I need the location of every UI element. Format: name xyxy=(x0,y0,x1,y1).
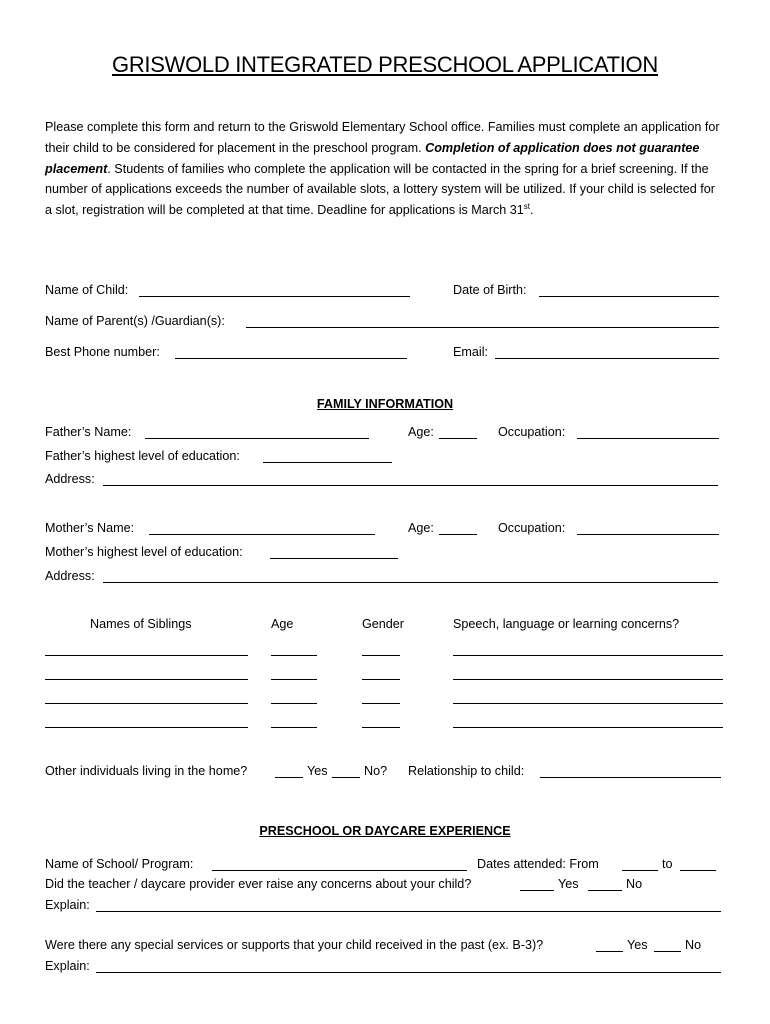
teacher-concerns-yes-field[interactable] xyxy=(520,890,554,891)
teacher-concerns-no-field[interactable] xyxy=(588,890,622,891)
mother-age-label: Age: xyxy=(408,521,434,535)
sibling-name-field[interactable] xyxy=(45,703,248,704)
intro-paragraph xyxy=(45,117,725,221)
mother-occupation-label: Occupation: xyxy=(498,521,566,535)
other-individuals-yes-label: Yes xyxy=(307,764,328,778)
intro-text-3: . xyxy=(530,203,534,218)
sibling-name-field[interactable] xyxy=(45,727,248,728)
other-individuals-no-field[interactable] xyxy=(332,777,360,778)
email-label: Email: xyxy=(453,345,488,359)
phone-label: Best Phone number: xyxy=(45,345,160,359)
dates-to-field[interactable] xyxy=(680,870,716,871)
relationship-label: Relationship to child: xyxy=(408,764,525,778)
dob-field[interactable] xyxy=(539,296,719,297)
father-age-field[interactable] xyxy=(439,438,477,439)
mother-education-field[interactable] xyxy=(270,558,398,559)
sibling-concerns-field[interactable] xyxy=(453,727,723,728)
siblings-age-header: Age xyxy=(271,617,294,631)
services-explain-label: Explain: xyxy=(45,959,90,973)
intro-text-1: Please complete this form and return to the Griswold Elementary School office. Families must complete an application for their child to be considered for placement in the preschool program. xyxy=(45,120,720,155)
special-services-no-label: No xyxy=(685,938,702,952)
mother-age-field[interactable] xyxy=(439,534,477,535)
preschool-heading: PRESCHOOL OR DAYCARE EXPERIENCE xyxy=(259,824,511,838)
sibling-age-field[interactable] xyxy=(271,727,317,728)
teacher-concerns-label: Did the teacher / daycare provider ever raise any concerns about your child? xyxy=(45,877,472,891)
father-address-label: Address: xyxy=(45,472,95,486)
intro-emphasis: Completion of application does not guarantee placement xyxy=(45,140,700,176)
special-services-label: Were there any special services or supports that your child received in the past (ex. B-3)? xyxy=(45,938,544,952)
special-services-yes-field[interactable] xyxy=(596,951,623,952)
other-individuals-yes-field[interactable] xyxy=(275,777,303,778)
teacher-concerns-no-label: No xyxy=(626,877,643,891)
mother-address-label: Address: xyxy=(45,569,95,583)
sibling-concerns-field[interactable] xyxy=(453,679,723,680)
sibling-gender-field[interactable] xyxy=(362,655,400,656)
child-name-label: Name of Child: xyxy=(45,283,129,297)
sibling-age-field[interactable] xyxy=(271,703,317,704)
siblings-names-header: Names of Siblings xyxy=(90,617,192,631)
sibling-name-field[interactable] xyxy=(45,679,248,680)
father-occupation-label: Occupation: xyxy=(498,425,566,439)
teacher-concerns-yes-label: Yes xyxy=(558,877,579,891)
page-title: GRISWOLD INTEGRATED PRESCHOOL APPLICATION xyxy=(112,52,658,77)
mother-name-label: Mother’s Name: xyxy=(45,521,135,535)
sibling-gender-field[interactable] xyxy=(362,679,400,680)
father-occupation-field[interactable] xyxy=(577,438,719,439)
mother-occupation-field[interactable] xyxy=(577,534,719,535)
siblings-gender-header: Gender xyxy=(362,617,405,631)
father-education-field[interactable] xyxy=(263,462,392,463)
sibling-age-field[interactable] xyxy=(271,655,317,656)
father-age-label: Age: xyxy=(408,425,434,439)
other-individuals-label: Other individuals living in the home? xyxy=(45,764,248,778)
father-name-field[interactable] xyxy=(145,438,369,439)
father-name-label: Father’s Name: xyxy=(45,425,132,439)
dates-to-label: to xyxy=(662,857,673,871)
services-explain-field[interactable] xyxy=(96,972,721,973)
mother-education-label: Mother’s highest level of education: xyxy=(45,545,243,559)
sibling-age-field[interactable] xyxy=(271,679,317,680)
sibling-gender-field[interactable] xyxy=(362,703,400,704)
dates-attended-label: Dates attended: From xyxy=(477,857,599,871)
dates-from-field[interactable] xyxy=(622,870,658,871)
father-education-label: Father’s highest level of education: xyxy=(45,449,240,463)
school-name-label: Name of School/ Program: xyxy=(45,857,194,871)
mother-name-field[interactable] xyxy=(149,534,375,535)
school-name-field[interactable] xyxy=(212,870,467,871)
father-address-field[interactable] xyxy=(103,485,718,486)
sibling-concerns-field[interactable] xyxy=(453,703,723,704)
relationship-field[interactable] xyxy=(540,777,721,778)
parents-field[interactable] xyxy=(246,327,719,328)
family-info-heading: FAMILY INFORMATION xyxy=(316,397,454,411)
email-field[interactable] xyxy=(495,358,719,359)
sibling-concerns-field[interactable] xyxy=(453,655,723,656)
concerns-explain-label: Explain: xyxy=(45,898,90,912)
siblings-concerns-header: Speech, language or learning concerns? xyxy=(453,617,680,631)
parents-label: Name of Parent(s) /Guardian(s): xyxy=(45,314,225,328)
other-individuals-no-label: No? xyxy=(364,764,388,778)
concerns-explain-field[interactable] xyxy=(96,911,721,912)
special-services-no-field[interactable] xyxy=(654,951,681,952)
child-name-field[interactable] xyxy=(139,296,410,297)
phone-field[interactable] xyxy=(175,358,407,359)
intro-text-2: . Students of families who complete the application will be contacted in the spring for a brief screening. If the number of applications exceeds the number of available slots, a lottery system will be utilized. If your child is selected for a slot, registration will be completed at that time. Deadline for applications is March 31 xyxy=(45,161,715,218)
intro-superscript: st xyxy=(523,202,531,211)
special-services-yes-label: Yes xyxy=(627,938,648,952)
sibling-gender-field[interactable] xyxy=(362,727,400,728)
dob-label: Date of Birth: xyxy=(453,283,527,297)
mother-address-field[interactable] xyxy=(103,582,718,583)
sibling-name-field[interactable] xyxy=(45,655,248,656)
